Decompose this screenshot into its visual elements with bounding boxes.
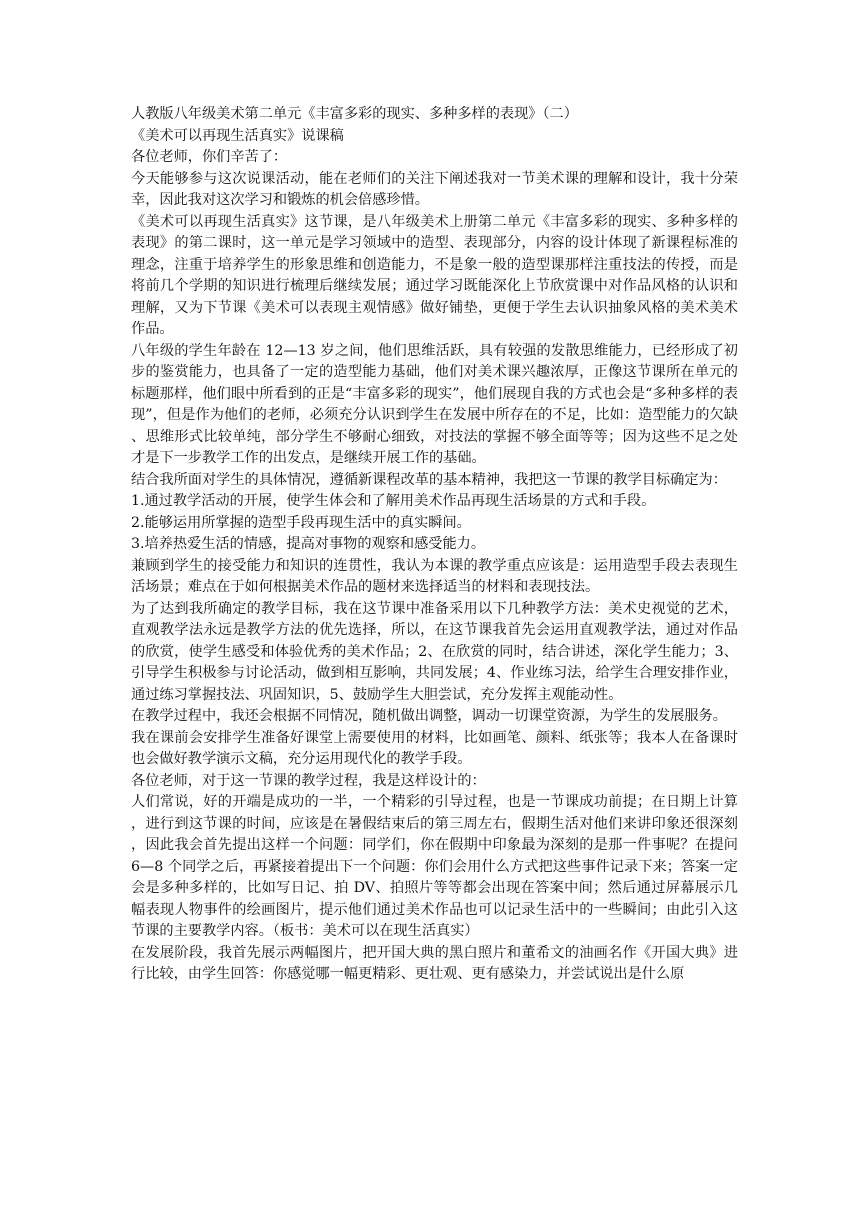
paragraph-greeting: 各位老师，你们辛苦了： [131,149,288,165]
paragraph-objectives-intro: 结合我所面对学生的具体情况，遵循新课程改革的基本精神，我把这一节课的教学目标确定为： [131,471,727,488]
document-page [131,104,738,986]
paragraph-process-intro: 各位老师，对于这一节课的教学过程，我是这样设计的： [131,772,486,789]
document-title-line2: 《美术可以再现生活真实》说课稿 [131,127,344,144]
document-title-line1: 人教版八年级美术第二单元《丰富多彩的现实、多种多样的表现》（二） [131,106,578,122]
paragraph-student-analysis: 八年级的学生年龄在 12—13 岁之间，他们思维活跃，具有较强的发散思维能力，已经形成了初步的鉴赏能力，也具备了一定的造型能力基础，他们对美术课兴趣浓厚，正像这节课所在单元的标题那样，他们眼中所看到的正是“丰富多彩的现实”，他们展现自我的方式也会是“多种多样的表现”，但是作为他们的老师，必须充分认识到学生在发展中所存在的不足，比如：造型能力的欠缺、思维形式比较单纯，部分学生不够耐心细致，对技法的掌握不够全面等等；因为这些不足之处才是下一步教学工作的出发点，是继续开展工作的基础。 [131,342,738,466]
paragraph-opening: 今天能够参与这次说课活动，能在老师们的关注下阐述我对一节美术课的理解和设计，我十分荣幸，因此我对这次学习和锻炼的机会倍感珍惜。 [131,170,738,208]
paragraph-lesson-analysis: 《美术可以再现生活真实》这节课，是八年级美术上册第二单元《丰富多彩的现实、多种多样的表现》的第二课时，这一单元是学习领域中的造型、表现部分，内容的设计体现了新课程标准的理念，注重于培养学生的形象思维和创造能力，不是象一般的造型课那样注重技法的传授，而是将前几个学期的知识进行梳理后继续发展；通过学习既能深化上节欣赏课中对作品风格的认识和理解，又为下节课《美术可以表现主观情感》做好铺垫，更便于学生去认识抽象风格的美术美术作品。 [131,213,738,337]
paragraph-objective-3: 3.培养热爱生活的情感，提高对事物的观察和感受能力。 [131,536,486,552]
paragraph-objective-2: 2.能够运用所掌握的造型手段再现生活中的真实瞬间。 [131,514,471,531]
paragraph-teaching-methods: 为了达到我所确定的教学目标，我在这节课中准备采用以下几种教学方法：美术史视觉的艺术，直观教学法永远是教学方法的优先选择，所以，在这节课我首先会运用直观教学法，通过对作品的欣赏，使学生感受和体验优秀的美术作品；2、在欣赏的同时，结合讲述，深化学生能力；3、引导学生积极参与讨论活动，做到相互影响，共同发展；4、作业练习法，给学生合理安排作业，通过练习掌握技法、巩固知识，5、鼓励学生大胆尝试，充分发挥主观能动性。 [131,600,738,703]
paragraph-introduction-stage: 人们常说，好的开端是成功的一半，一个精彩的引导过程，也是一节课成功前提；在日期上计算，进行到这节课的时间，应该是在暑假结束后的第三周左右，假期生活对他们来讲印象还很深刻，因此我会首先提出这样一个问题：同学们，你在假期中印象最为深刻的是那一件事呢？在提问 6—8 个同学之后，再紧接着提出下一个问题：你们会用什么方式把这些事件记录下来；答案一定会是多种多样的，比如写日记、拍 DV、拍照片等等都会出现在答案中间；然后通过屏幕展示几幅表现人物事件的绘画图片，提示他们通过美术作品也可以记录生活中的一些瞬间；由此引入这节课的主要教学内容。（板书：美术可以在现生活真实） [131,794,738,939]
paragraph-key-points: 兼顾到学生的接受能力和知识的连贯性，我认为本课的教学重点应该是：运用造型手段去表现生活场景；难点在于如何根据美术作品的题材来选择适当的材料和表现技法。 [131,557,738,595]
paragraph-preparation: 我在课前会安排学生准备好课堂上需要使用的材料，比如画笔、颜料、纸张等；我本人在备课时也会做好教学演示文稿，充分运用现代化的教学手段。 [131,729,738,767]
paragraph-development-stage: 在发展阶段，我首先展示两幅图片，把开国大典的黑白照片和董希文的油画名作《开国大典》进行比较，由学生回答：你感觉哪一幅更精彩、更壮观、更有感染力，并尝试说出是什么原 [131,944,738,982]
paragraph-objective-1: 1.通过教学活动的开展，使学生体会和了解用美术作品再现生活场景的方式和手段。 [131,493,656,509]
paragraph-adjustment: 在教学过程中，我还会根据不同情况，随机做出调整，调动一切课堂资源，为学生的发展服务。 [131,708,727,724]
